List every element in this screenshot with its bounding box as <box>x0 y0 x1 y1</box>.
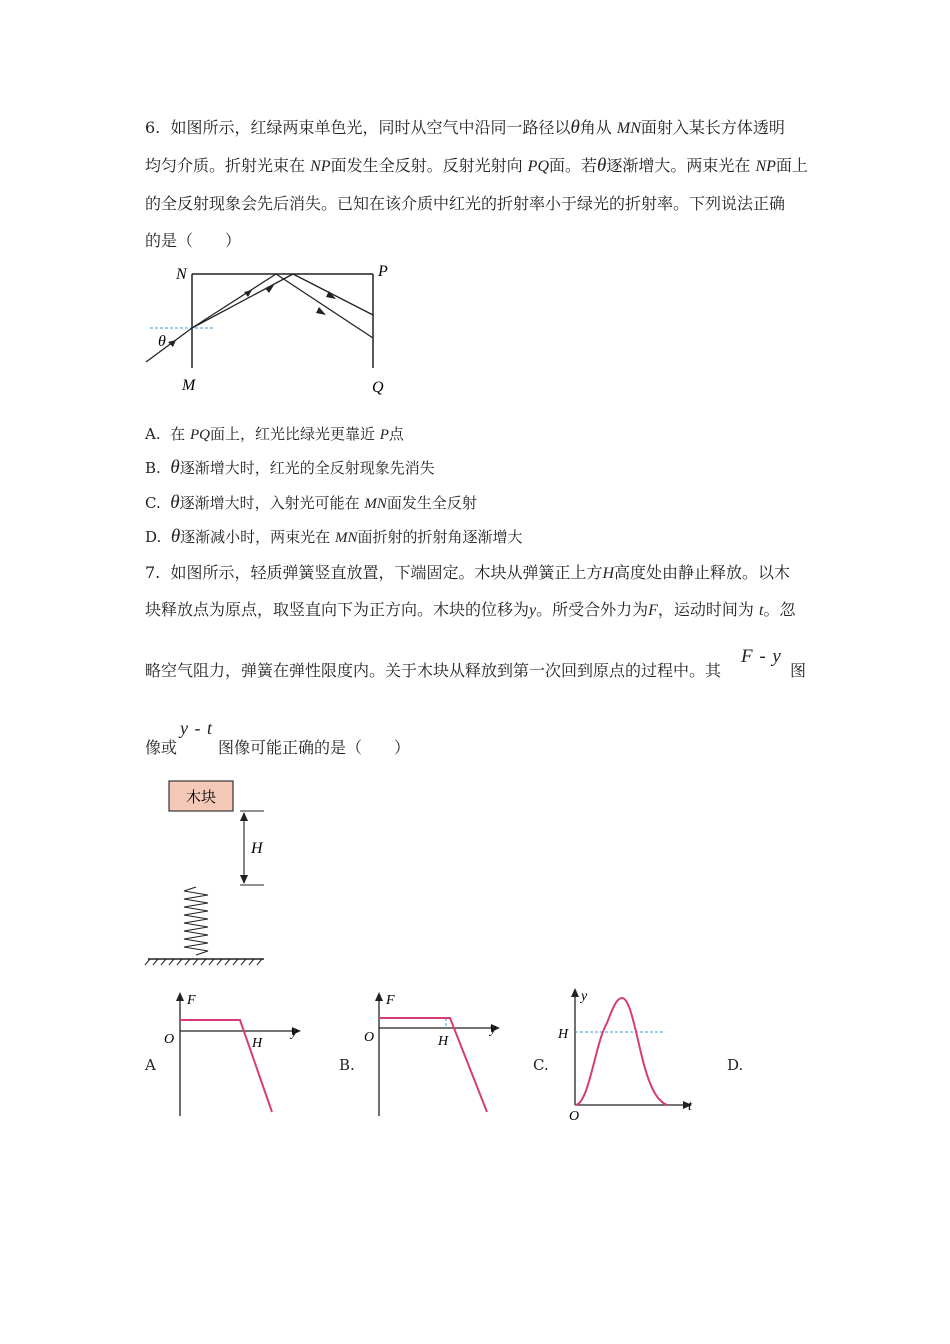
spring <box>184 887 208 955</box>
graph-c-label[interactable]: C. <box>533 1056 549 1074</box>
graph-b-y-label: y <box>490 1022 497 1037</box>
q6-prism-figure <box>140 260 400 400</box>
refracted-ray-2 <box>192 274 293 328</box>
reflected-arrow-2 <box>316 307 326 315</box>
q6-option-c[interactable]: C. θ逐渐增大时，入射光可能在 MN面发生全反射 <box>145 492 477 513</box>
q7-line-3: 略空气阻力，弹簧在弹性限度内。关于木块从释放到第一次回到原点的过程中。其 <box>145 661 722 680</box>
incident-ray <box>146 328 192 362</box>
graph-a-O-label: O <box>164 1032 175 1047</box>
graph-c <box>555 983 705 1123</box>
graph-b <box>359 988 509 1118</box>
graph-b-F-label: F <box>386 993 395 1008</box>
label-H: H <box>251 840 263 857</box>
graph-c-curve <box>575 998 667 1105</box>
reflected-ray-1 <box>276 274 373 338</box>
q7-line-1: 7. 如图所示，轻质弹簧竖直放置，下端固定。木块从弹簧正上方H高度处由静止释放。以木 <box>145 563 791 582</box>
q7-fy-label: F - y <box>741 646 782 667</box>
label-M: M <box>182 377 196 394</box>
graph-c-H-label: H <box>558 1027 569 1042</box>
graph-a-curve <box>180 1020 272 1112</box>
graph-b-label[interactable]: B. <box>339 1056 355 1074</box>
q6-option-a[interactable]: A. 在 PQ面上，红光比绿光更靠近 P点 <box>145 425 404 443</box>
q6-line-1: 6. 如图所示，红绿两束单色光，同时从空气中沿同一路径以θ角从 MN面射入某长方体透明 <box>145 117 785 138</box>
q7-line-4b: 图像可能正确的是（ ） <box>218 738 411 757</box>
graph-a-H-label: H <box>252 1036 263 1051</box>
q6-line-4: 的是（ ） <box>145 231 242 250</box>
q7-yt-label: y - t <box>180 718 213 738</box>
q6-line-3: 的全反射现象会先后消失。已知在该介质中红光的折射率小于绿光的折射率。下列说法正确 <box>145 194 786 213</box>
label-P: P <box>378 263 388 280</box>
graph-a-F-label: F <box>187 993 196 1008</box>
graph-b-O-label: O <box>364 1030 375 1045</box>
graph-a-y-label: y <box>291 1025 298 1040</box>
q6-line-2: 均匀介质。折射光束在 NP面发生全反射。反射光射向 PQ面。若θ逐渐增大。两束光在 NP面上 <box>145 155 808 176</box>
graph-c-y-label: y <box>581 989 588 1004</box>
graph-c-O-label: O <box>569 1109 580 1123</box>
q7-line-4a: 像或 <box>145 738 178 757</box>
incident-arrow <box>168 340 176 347</box>
graph-b-H-label: H <box>438 1034 449 1049</box>
q7-line-2: 块释放点为原点，取竖直向下为正方向。木块的位移为y。所受合外力为F，运动时间为 t。忽 <box>145 600 796 619</box>
q7-line-3-end: 图 <box>790 661 807 680</box>
q7-spring-figure <box>140 775 280 975</box>
label-theta: θ <box>158 333 166 350</box>
graph-a-label[interactable]: A <box>145 1056 156 1074</box>
label-Q: Q <box>372 379 384 396</box>
graph-a <box>160 988 310 1118</box>
label-N: N <box>176 266 187 283</box>
refracted-ray-1 <box>192 274 276 328</box>
graph-b-curve <box>379 1018 487 1112</box>
graph-c-t-label: t <box>688 1099 692 1114</box>
wood-block-label: 木块 <box>185 788 217 806</box>
reflected-ray-2 <box>293 274 373 315</box>
graph-d-label[interactable]: D. <box>727 1056 744 1074</box>
q6-option-b[interactable]: B. θ逐渐增大时，红光的全反射现象先消失 <box>145 457 435 478</box>
q6-option-d[interactable]: D. θ逐渐减小时，两束光在 MN面折射的折射角逐渐增大 <box>145 526 523 547</box>
